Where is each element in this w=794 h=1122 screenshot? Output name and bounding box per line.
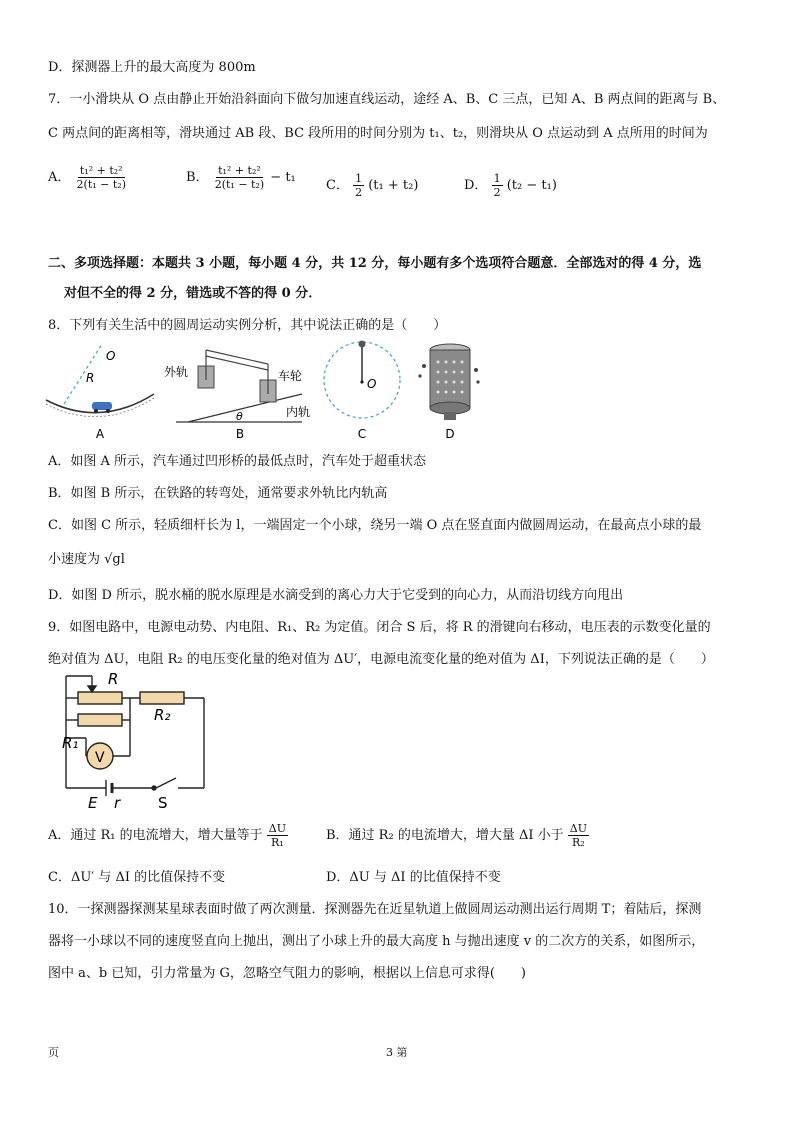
figure-d-dryer-drum bbox=[418, 344, 479, 441]
option-label: A． bbox=[48, 170, 71, 185]
q7-option-c bbox=[326, 172, 418, 199]
q9-option-c: C．ΔU′ 与 ΔI 的比值保持不变 bbox=[48, 870, 226, 885]
q8-figures bbox=[40, 336, 480, 446]
q8-stem: 8．下列有关生活中的圆周运动实例分析，其中说法正确的是（ ） bbox=[48, 318, 447, 333]
figure-a-label-o: O bbox=[106, 349, 116, 363]
fraction bbox=[75, 164, 128, 191]
circuit-label-r2: R₂ bbox=[154, 706, 171, 724]
q9-option-d: D．ΔU 与 ΔI 的比值保持不变 bbox=[326, 870, 501, 885]
figure-c-caption: C bbox=[357, 427, 367, 441]
fraction bbox=[492, 172, 503, 199]
figure-c-label-o: O bbox=[367, 377, 377, 391]
circuit-label-r: R bbox=[108, 670, 119, 688]
figure-d-caption: D bbox=[445, 427, 455, 441]
figure-b-caption: B bbox=[235, 427, 245, 441]
q7-option-b bbox=[186, 164, 296, 191]
figure-b-label-outer: 外轨 bbox=[164, 365, 189, 379]
option-label: D． bbox=[464, 178, 488, 193]
figure-b-label-inner: 内轨 bbox=[286, 405, 311, 419]
numerator: ΔU bbox=[569, 822, 587, 835]
circuit-label-s: S bbox=[158, 794, 168, 810]
q7-option-d bbox=[464, 172, 557, 199]
q8-option-a: A．如图 A 所示，汽车通过凹形桥的最低点时，汽车处于超重状态 bbox=[48, 454, 427, 469]
ball-icon bbox=[359, 341, 366, 348]
q7-option-a bbox=[48, 164, 128, 191]
q7-stem-line2: C 两点间的距离相等，滑块通过 AB 段、BC 段所用的时间分别为 t₁、t₂，则滑块从 O 点运动到 A 点所用的时间为 bbox=[48, 126, 708, 141]
option-label: B． bbox=[186, 170, 209, 185]
q9-stem-line2: 绝对值为 ΔU，电阻 R₂ 的电压变化量的绝对值为 ΔU′，电源电流变化量的绝对值为 ΔI，下列说法正确的是（ ） bbox=[48, 652, 714, 667]
q9-stem-line1: 9．如图电路中，电源电动势、内电阻、R₁、R₂ 为定值。闭合 S 后，将 R 的滑键向右移动，电压表的示数变化量的 bbox=[48, 620, 711, 635]
figure-a-concave-bridge bbox=[46, 344, 154, 441]
denominator: 2(t₁ − t₂) bbox=[76, 178, 126, 191]
q10-stem-line2: 器将一小球以不同的速度竖直向上抛出，测出了小球上升的最大高度 h 与抛出速度 v 的二次方的关系，如图所示， bbox=[48, 934, 705, 949]
circuit-label-r1: R₁ bbox=[62, 734, 79, 752]
circuit-label-e: E bbox=[88, 794, 98, 810]
option-text: (t₂ − t₁) bbox=[506, 178, 557, 193]
voltmeter-icon: V bbox=[95, 750, 105, 766]
option-text: B．通过 R₂ 的电流增大，增大量 ΔI 小于 bbox=[326, 828, 564, 843]
option-text: (t₁ + t₂) bbox=[368, 178, 419, 193]
figure-b-railway bbox=[164, 350, 310, 441]
figure-a-caption: A bbox=[95, 427, 105, 441]
numerator: t₁² + t₂² bbox=[218, 164, 261, 177]
q8-option-d: D．如图 D 所示，脱水桶的脱水原理是水滴受到的离心力大于它受到的向心力，从而沿切线方向甩出 bbox=[48, 588, 624, 603]
figure-c-rod-circle bbox=[324, 341, 400, 442]
q9-option-a bbox=[48, 822, 288, 849]
denominator: 2(t₁ − t₂) bbox=[214, 178, 265, 191]
denominator: R₁ bbox=[271, 836, 284, 849]
q10-stem-line3: 图中 a、b 已知，引力常量为 G，忽略空气阻力的影响，根据以上信息可求得( ) bbox=[48, 966, 526, 981]
denominator: R₂ bbox=[572, 836, 585, 849]
section2-heading-line1: 二、多项选择题：本题共 3 小题，每小题 4 分，共 12 分，每小题有多个选项符合题意．全部选对的得 4 分，选 bbox=[48, 256, 702, 271]
q10-stem-line1: 10．一探测器探测某星球表面时做了两次测量．探测器先在近星轨道上做圆周运动测出运行周期 T；着陆后，探测 bbox=[48, 902, 702, 917]
numerator: ΔU bbox=[268, 822, 287, 835]
option-text: A．通过 R₁ 的电流增大，增大量等于 bbox=[48, 828, 263, 843]
numerator: 1 bbox=[493, 172, 501, 185]
footer-left: 页 bbox=[48, 1046, 59, 1059]
figure-a-label-r: R bbox=[86, 371, 95, 385]
q7-stem-line1: 7．一小滑块从 O 点由静止开始沿斜面向下做匀加速直线运动，途经 A、B、C 三点，已知 A、B 两点间的距离与 B、 bbox=[48, 92, 726, 107]
car-icon bbox=[92, 402, 112, 410]
numerator: t₁² + t₂² bbox=[79, 164, 123, 177]
fraction bbox=[267, 822, 288, 849]
fraction bbox=[213, 164, 266, 191]
q9-option-b bbox=[326, 822, 589, 849]
q9-circuit-diagram bbox=[56, 668, 226, 810]
circuit-label-r-internal: r bbox=[114, 794, 121, 810]
page-number: 3 第 bbox=[386, 1046, 408, 1059]
denominator: 2 bbox=[493, 186, 501, 199]
figure-b-label-wheel: 车轮 bbox=[278, 369, 303, 383]
option-label: C． bbox=[326, 178, 349, 193]
denominator: 2 bbox=[355, 186, 363, 199]
q8-option-c-line2: 小速度为 √gl bbox=[48, 552, 125, 567]
q6-option-d: D．探测器上升的最大高度为 800m bbox=[48, 60, 256, 75]
numerator: 1 bbox=[355, 172, 363, 185]
section2-heading-line2: 对但不全的得 2 分，错选或不答的得 0 分． bbox=[64, 286, 322, 301]
figure-b-label-theta: θ bbox=[236, 410, 243, 423]
fraction bbox=[353, 172, 364, 199]
q8-option-c-line1: C．如图 C 所示，轻质细杆长为 l，一端固定一个小球，绕另一端 O 点在竖直面内做圆周运动，在最高点小球的最 bbox=[48, 518, 702, 533]
q8-option-b: B．如图 B 所示，在铁路的转弯处，通常要求外轨比内轨高 bbox=[48, 486, 388, 501]
option-tail: − t₁ bbox=[270, 170, 296, 185]
fraction bbox=[568, 822, 589, 849]
